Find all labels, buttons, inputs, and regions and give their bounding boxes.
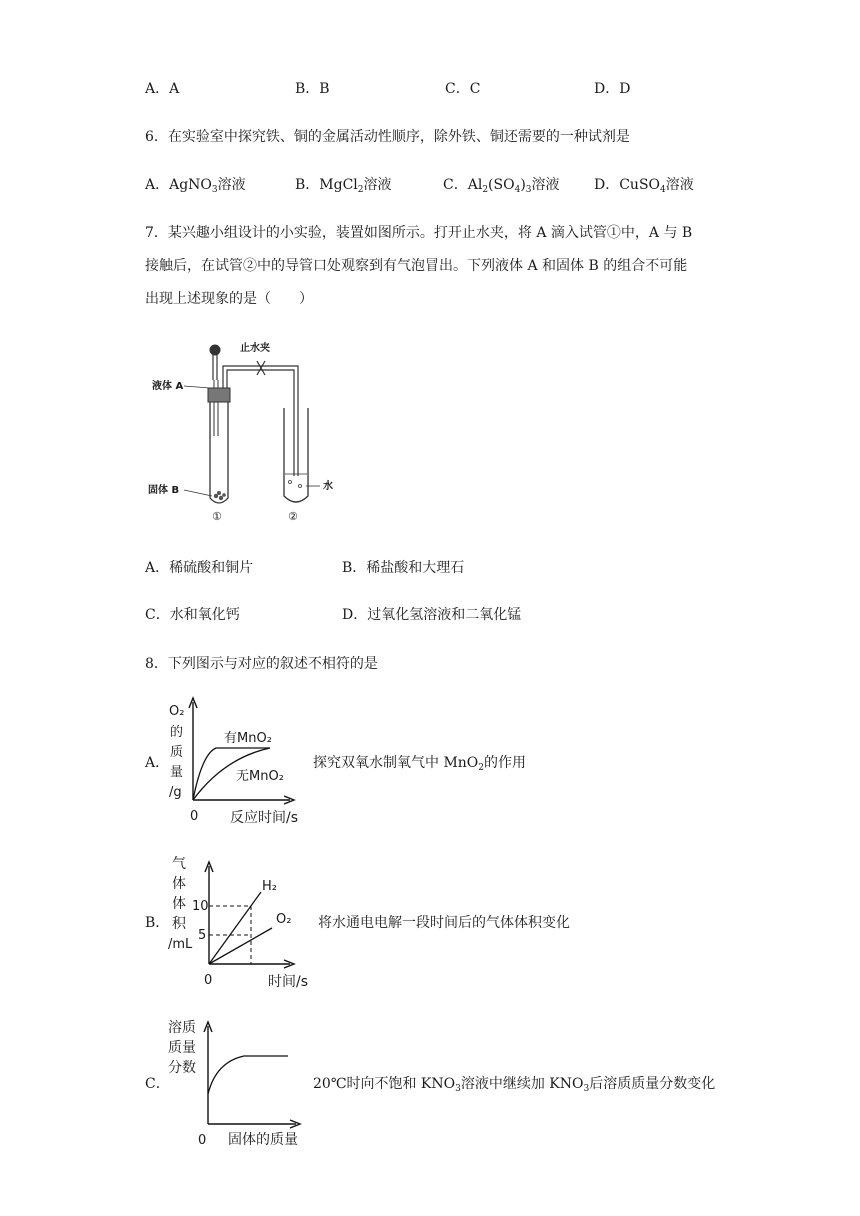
- q8-c-curve: [208, 1056, 288, 1094]
- water-label: 水: [323, 481, 333, 492]
- q8-b-ylabel-0: 气: [172, 856, 186, 872]
- q8-b-ylabel-2: 体: [172, 896, 186, 912]
- clamp-icon: [257, 361, 265, 375]
- q8-b-ylabel-4: /mL: [168, 937, 193, 952]
- q8-a-ylabel-2: 质: [170, 745, 184, 760]
- clamp-label: 止水夹: [240, 343, 270, 354]
- q8-b-tick-10: 10: [192, 899, 209, 914]
- q8-a-label: A．: [145, 755, 170, 771]
- q8-b-xlabel: 时间/s: [268, 974, 309, 990]
- liquid-a-label: 液体 A: [152, 381, 184, 392]
- q7-option-a: A．稀硫酸和铜片: [145, 560, 254, 576]
- q8-c-xlabel: 固体的质量: [228, 1132, 298, 1148]
- q8-a-curve-with-label: 有MnO₂: [224, 731, 272, 746]
- q7-option-c: C．水和氧化钙: [145, 607, 240, 623]
- q6-stem: 6．在实验室中探究铁、铜的金属活动性顺序，除外铁、铜还需要的一种试剂是: [145, 129, 630, 145]
- q8-b-series-o2-label: O₂: [276, 912, 292, 927]
- q8-c-ylabel-2: 分数: [168, 1060, 196, 1076]
- q6-option-a: A．AgNO$_3$溶液: [145, 177, 246, 195]
- tube2: [284, 408, 308, 502]
- apparatus-diagram: [140, 336, 360, 526]
- q8-stem: 8．下列图示与对应的叙述不相符的是: [145, 656, 378, 672]
- q5-option-d: D．D: [594, 81, 631, 97]
- q8-b-series-h2-label: H₂: [262, 879, 277, 894]
- q5-option-a: A．A: [145, 81, 180, 97]
- q8-c-graph: [164, 1014, 314, 1150]
- q8-c-origin: 0: [198, 1133, 207, 1148]
- tube1: [210, 402, 228, 503]
- q8-c-ylabel-0: 溶质: [168, 1020, 196, 1036]
- q6-option-b: B．MgCl$_2$溶液: [295, 177, 392, 195]
- q8-a-xlabel: 反应时间/s: [230, 810, 299, 826]
- q8-a-origin: 0: [190, 809, 199, 824]
- q8-b-origin: 0: [204, 973, 213, 988]
- q8-b-ylabel-1: 体: [172, 876, 186, 892]
- q8-c-ylabel-1: 质量: [168, 1040, 196, 1056]
- q8-a-ylabel-4: /g: [169, 785, 182, 800]
- q6-option-c: C．$Al_2(SO_4)_3$溶液: [443, 177, 560, 195]
- q5-option-c: C．C: [445, 81, 481, 97]
- q8-a-ylabel-3: 量: [170, 765, 184, 780]
- q8-b-description: 将水通电电解一段时间后的气体体积变化: [318, 915, 570, 931]
- q8-b-series-h2: [209, 892, 261, 964]
- dropper-bulb: [210, 345, 220, 355]
- q6-option-d: D．CuSO$_4$溶液: [594, 177, 694, 195]
- tube1-stopper: [208, 388, 230, 402]
- q8-b-tick-5: 5: [198, 928, 207, 943]
- q5-option-b: B．B: [295, 81, 330, 97]
- q8-a-curve-without-label: 无MnO₂: [236, 769, 284, 784]
- q8-b-ylabel-3: 积: [172, 916, 186, 932]
- q8-c-label: C．: [145, 1076, 170, 1092]
- q7-stem-line2: 接触后，在试管②中的导管口处观察到有气泡冒出。下列液体 A 和固体 B 的组合不可能: [145, 258, 688, 274]
- solid-b-label: 固体 B: [148, 485, 180, 496]
- tube2-label: ②: [288, 510, 298, 523]
- delivery-tube: [223, 366, 298, 476]
- q8-b-series-o2: [209, 928, 272, 964]
- q8-a-description: 探究双氧水制氧气中 MnO$_2$的作用: [313, 755, 527, 773]
- q8-b-graph: [164, 850, 314, 990]
- q8-a-ylabel-1: 的: [170, 725, 184, 740]
- q8-a-graph: [164, 694, 314, 826]
- q7-stem-line3: 出现上述现象的是（ ）: [145, 291, 313, 307]
- q7-option-d: D．过氧化氢溶液和二氧化锰: [342, 607, 522, 623]
- q8-c-description: 20℃时向不饱和 $KNO_3$溶液中继续加 $KNO_3$后溶质质量分数变化: [313, 1076, 716, 1094]
- q8-a-ylabel-0: O₂: [169, 704, 185, 719]
- q7-option-b: B．稀盐酸和大理石: [342, 560, 465, 576]
- q7-stem-line1: 7．某兴趣小组设计的小实验，装置如图所示。打开止水夹，将 A 滴入试管①中，A 与 B: [145, 225, 693, 241]
- tube1-label: ①: [212, 510, 222, 523]
- q8-b-label: B．: [145, 915, 170, 931]
